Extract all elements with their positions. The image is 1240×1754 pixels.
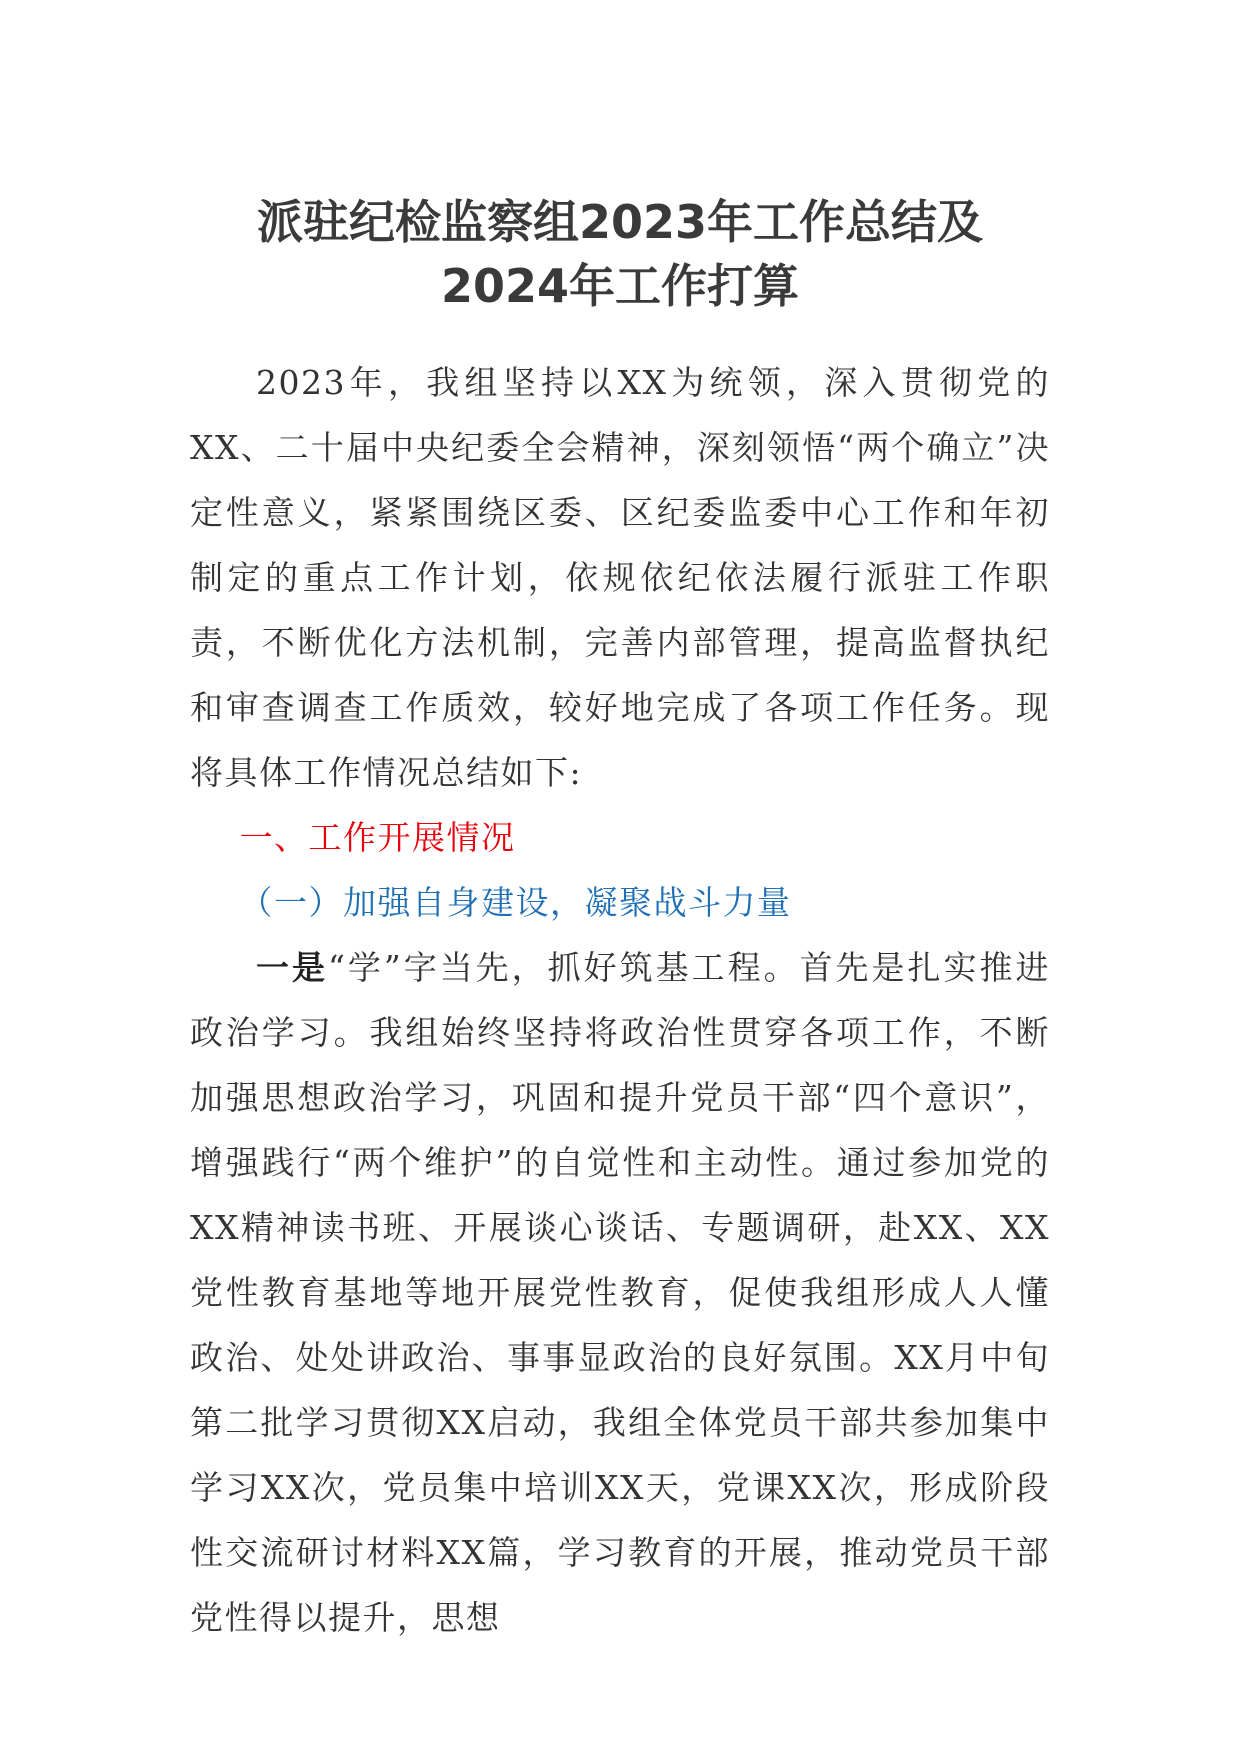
section-heading: 一、工作开展情况	[239, 818, 516, 857]
title-line-1: 派驻纪检监察组2023年工作总结及	[256, 195, 984, 249]
subsection-heading: （一）加强自身建设，凝聚战斗力量	[239, 883, 792, 922]
title-line-2: 2024年工作打算	[440, 259, 800, 313]
document-body	[190, 350, 1050, 1650]
intro-paragraph: 2023年，我组坚持以XX为统领，深入贯彻党的XX、二十届中央纪委全会精神，深刻领悟“两个确立”决定性意义，紧紧围绕区委、区纪委监委中心工作和年初制定的重点工作计划，依规依纪依法履行派驻工作职责，不断优化方法机制，完善内部管理，提高监督执纪和审查调查工作质效，较好地完成了各项工作任务。现将具体工作情况总结如下:	[190, 363, 1050, 792]
point-paragraph	[190, 935, 1050, 1650]
point-body: “学”字当先，抓好筑基工程。首先是扎实推进政治学习。我组始终坚持将政治性贯穿各项工作，不断加强思想政治学习，巩固和提升党员干部“四个意识”，增强践行“两个维护”的自觉性和主动性。通过参加党的XX精神读书班、开展谈心谈话、专题调研，赴XX、XX党性教育基地等地开展党性教育，促使我组形成人人懂政治、处处讲政治、事事显政治的良好氛围。XX月中旬第二批学习贯彻XX启动，我组全体党员干部共参加集中学习XX次，党员集中培训XX天，党课XX次，形成阶段性交流研讨材料XX篇，学习教育的开展，推动党员干部党性得以提升，思想	[190, 948, 1050, 1637]
point-lead: 一是	[256, 948, 328, 987]
document-title	[150, 190, 1090, 318]
